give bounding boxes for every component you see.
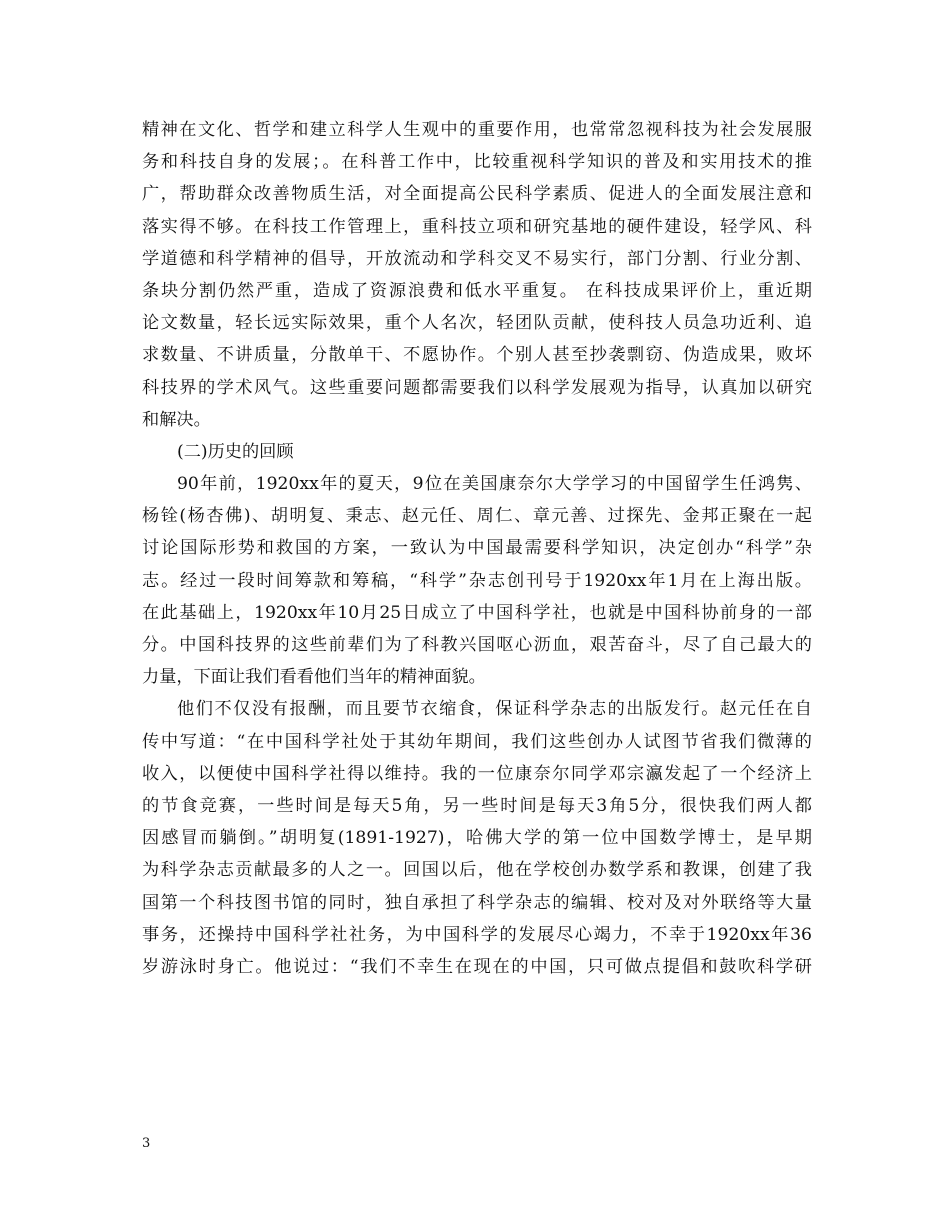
text-line: 落实得不够。在科技工作管理上，重科技立项和研究基地的硬件建设，轻学风、科	[142, 216, 812, 237]
text-line: 的节食竞赛，一些时间是每天5角，另一些时间是每天3角5分，很快我们两人都	[142, 795, 812, 816]
page-number: 3	[142, 1136, 151, 1151]
section-heading	[142, 436, 812, 468]
text-line: 收入，以便使中国科学社得以维持。我的一位康奈尔同学邓宗瀛发起了一个经济上	[142, 763, 812, 784]
text-line: 论文数量，轻长远实际效果，重个人名次，轻团队贡献，使科技人员急功近利、追	[142, 313, 812, 334]
text-line: 条块分割仍然严重，造成了资源浪费和低水平重复。 在科技成果评价上，重近期	[142, 280, 812, 301]
paragraph	[142, 114, 812, 436]
paragraph	[142, 468, 812, 693]
text-line: 讨论国际形势和救国的方案，一致认为中国最需要科学知识，决定创办“科学”杂	[142, 538, 812, 559]
text-line: 力量，下面让我们看看他们当年的精神面貌。	[142, 667, 486, 688]
text-line: 因感冒而躺倒。”胡明复(1891-1927)，哈佛大学的第一位中国数学博士，是早期	[142, 828, 812, 849]
text-line: 务和科技自身的发展；。在科普工作中，比较重视科学知识的普及和实用技术的推	[142, 152, 812, 173]
text-line: 事务，还操持中国科学社社务，为中国科学的发展尽心竭力，不幸于1920xx年36	[142, 924, 812, 945]
text-line: 和解决。	[142, 409, 211, 430]
text-line: 杨铨(杨杏佛)、胡明复、秉志、赵元任、周仁、章元善、过探先、金邦正聚在一起	[142, 506, 812, 527]
heading-text: (二)历史的回顾	[177, 441, 294, 462]
text-line: 广，帮助群众改善物质生活，对全面提高公民科学素质、促进人的全面发展注意和	[142, 184, 812, 205]
text-line: 90年前，1920xx年的夏天，9位在美国康奈尔大学学习的中国留学生任鸿隽、	[177, 474, 812, 495]
body-text	[142, 114, 812, 983]
text-line: 岁游泳时身亡。他说过：“我们不幸生在现在的中国，只可做点提倡和鼓吹科学研	[142, 956, 812, 977]
text-line: 学道德和科学精神的倡导，开放流动和学科交叉不易实行，部门分割、行业分割、	[142, 248, 812, 269]
text-line: 科技界的学术风气。这些重要问题都需要我们以科学发展观为指导，认真加以研究	[142, 377, 812, 398]
text-line: 他们不仅没有报酬，而且要节衣缩食，保证科学杂志的出版发行。赵元任在自	[177, 699, 812, 720]
text-line: 求数量、不讲质量，分散单干、不愿协作。个别人甚至抄袭剽窃、伪造成果，败坏	[142, 345, 812, 366]
text-line: 志。经过一段时间筹款和筹稿，“科学”杂志创刊号于1920xx年1月在上海出版。	[142, 570, 812, 591]
text-line: 分。中国科技界的这些前辈们为了科教兴国呕心沥血，艰苦奋斗，尽了自己最大的	[142, 635, 812, 655]
text-line: 精神在文化、哲学和建立科学人生观中的重要作用，也常常忽视科技为社会发展服	[142, 120, 812, 140]
paragraph	[142, 693, 812, 983]
text-line: 在此基础上，1920xx年10月25日成立了中国科学社，也就是中国科协前身的一部	[142, 602, 812, 623]
text-line: 传中写道：“在中国科学社处于其幼年期间，我们这些创办人试图节省我们微薄的	[142, 731, 812, 752]
text-line: 为科学杂志贡献最多的人之一。回国以后，他在学校创办数学系和教课，创建了我	[142, 860, 812, 881]
text-line: 国第一个科技图书馆的同时，独自承担了科学杂志的编辑、校对及对外联络等大量	[142, 892, 812, 913]
